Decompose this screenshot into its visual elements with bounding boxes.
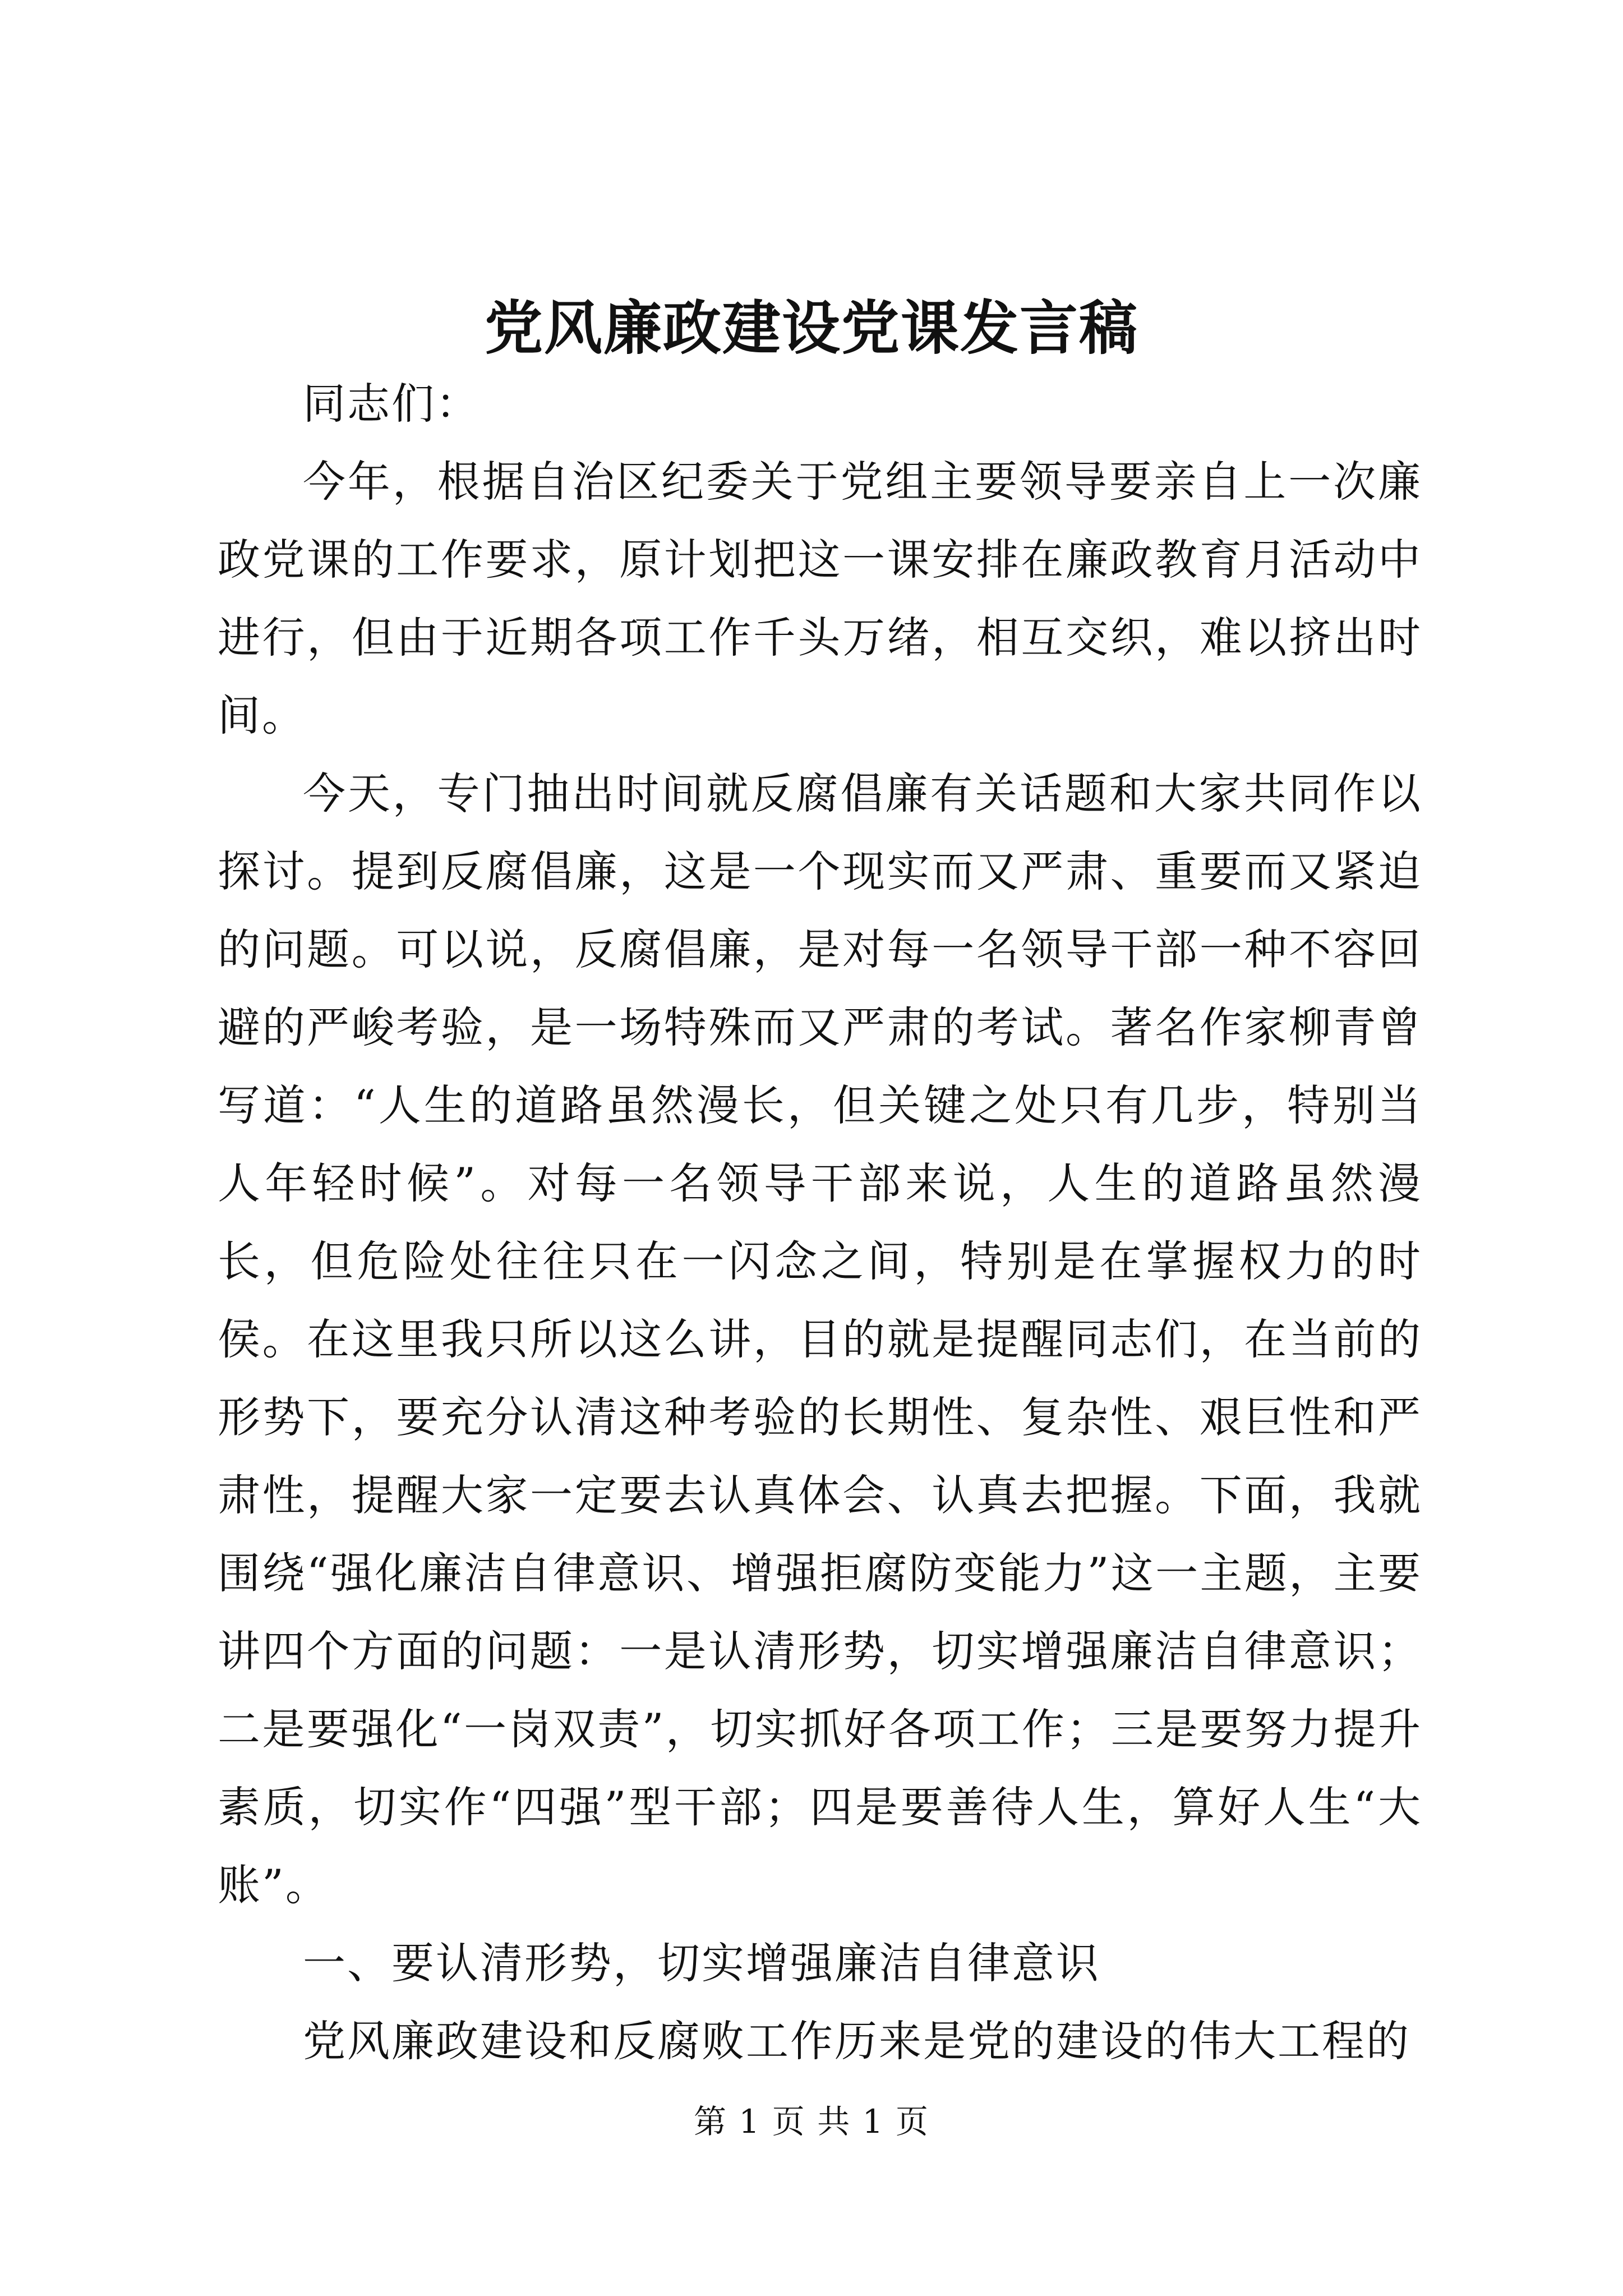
salutation: 同志们： (303, 379, 480, 429)
paragraph-3: 党风廉政建设和反腐败工作历来是党的建设的伟大工程的 (303, 2016, 1410, 2066)
document-title: 党风廉政建设党课发言稿 (484, 293, 1138, 362)
paragraph-2: 今天，专门抽出时间就反腐倡廉有关话题和大家共同作以探讨。提到反腐倡廉，这是一个现实而又严肃、重要而又紧迫的问题。可以说，反腐倡廉，是对每一名领导干部一种不容回避的严峻考验，是一场特殊而又严肃的考试。著名作家柳青曾写道：“人生的道路虽然漫长，但关键之处只有几步，特别当人年轻时候”。对每一名领导干部来说，人生的道路虽然漫长，但危险处往往只在一闪念之间，特别是在掌握权力的时侯。在这里我只所以这么讲，目的就是提醒同志们，在当前的形势下，要充分认清这种考验的长期性、复杂性、艰巨性和严肃性，提醒大家一定要去认真体会、认真去把握。下面，我就围绕“强化廉洁自律意识、增强拒腐防变能力”这一主题，主要讲四个方面的问题：一是认清形势，切实增强廉洁自律意识；二是要强化“一岗双责”，切实抓好各项工作；三是要努力提升素质，切实作“四强”型干部；四是要善待人生，算好人生“大账”。 (218, 769, 1422, 1910)
page-number-footer: 第 1 页 共 1 页 (694, 2102, 929, 2141)
paragraph-1: 今年，根据自治区纪委关于党组主要领导要亲自上一次廉政党课的工作要求，原计划把这一课安排在廉政教育月活动中进行，但由于近期各项工作千头万绪，相互交织，难以挤出时间。 (218, 457, 1422, 740)
document-body (218, 365, 1422, 2080)
section-heading-1: 一、要认清形势，切实增强廉洁自律意识 (303, 1938, 1100, 1988)
